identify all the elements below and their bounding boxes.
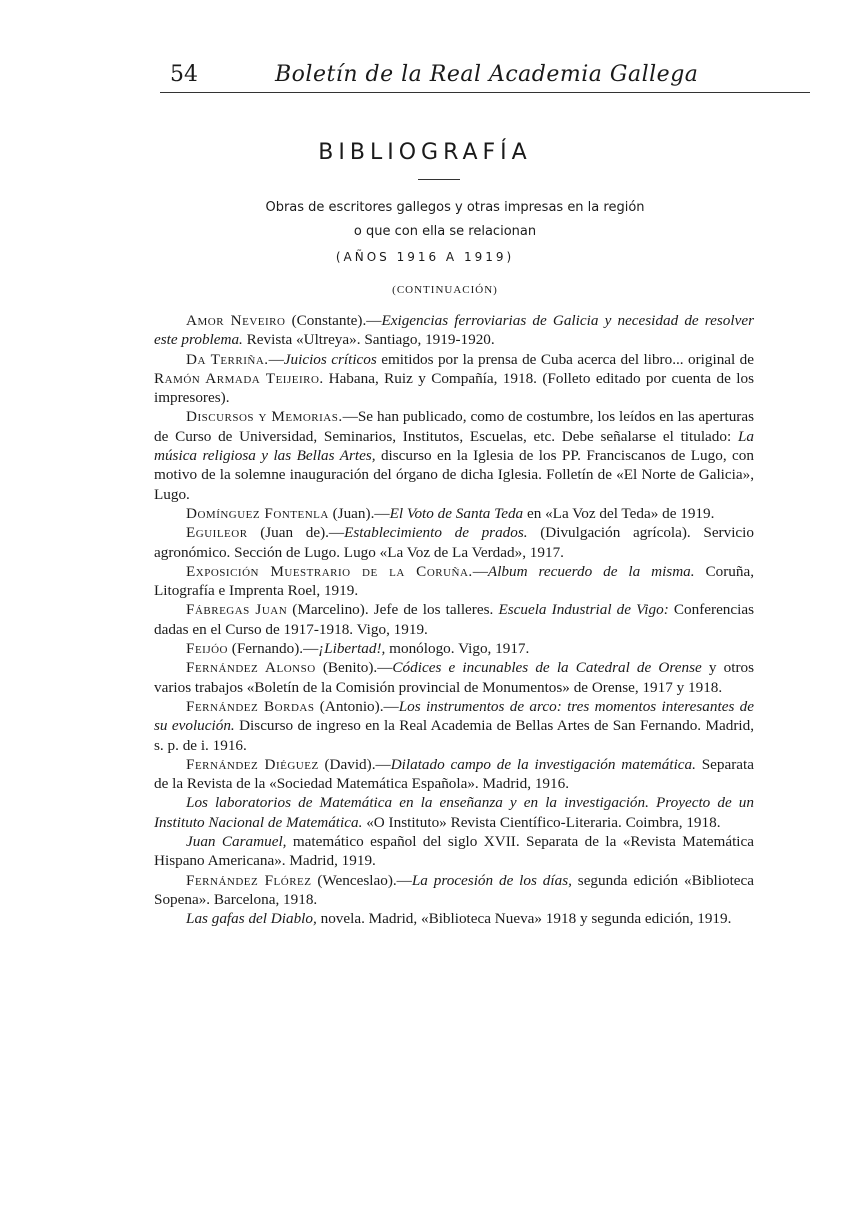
bibliography-entry: Fábregas Juan (Marcelino). Jefe de los talleres. Escuela Industrial de Vigo: Conferencias dadas en el Curso de 1917-1918. Vigo, 1919. bbox=[154, 601, 755, 638]
entry-title: Juan Caramuel, bbox=[186, 833, 287, 851]
title-divider bbox=[418, 179, 460, 180]
bibliography-entry bbox=[154, 793, 754, 832]
entry-details: Separata de la Revista de la «Sociedad Matemática Española». Madrid, 1916. bbox=[154, 755, 755, 793]
entry-title: Las gafas del Diablo, bbox=[186, 910, 317, 928]
section-title: BIBLIOGRAFÍA bbox=[318, 140, 532, 165]
entry-title: Dilatado campo de la investigación matemática. bbox=[390, 755, 696, 773]
entry-title: El Voto de Santa Teda bbox=[389, 504, 524, 522]
bibliography-entry: Domínguez Fontenla (Juan).—El Voto de Santa Teda en «La Voz del Teda» de 1919. bbox=[186, 504, 715, 522]
entry-author: Fernández Alonso bbox=[186, 659, 316, 677]
bibliography-list bbox=[154, 311, 754, 929]
bibliography-entry: Amor Neveiro (Constante).—Exigencias ferroviarias de Galicia y necesidad de resolver este problema. Revista «Ultreya». Santiago, 1919-1920. bbox=[154, 312, 755, 349]
journal-title: Boletín de la Real Academia Gallega bbox=[275, 62, 699, 87]
entry-title: Exigencias ferroviarias de Galicia y necesidad de resolver este problema. bbox=[154, 312, 755, 349]
entry-details: en «La Voz del Teda» de 1919. bbox=[523, 504, 715, 522]
entry-details: Conferencias dadas en el Curso de 1917-1918. Vigo, 1919. bbox=[154, 601, 755, 638]
entry-details: (Divulgación agrícola). Servicio agronómico. Sección de Lugo. Lugo «La Voz de La Verdad», 1917. bbox=[154, 524, 754, 561]
entry-author: Da Terriña. bbox=[186, 350, 269, 368]
section-subtitle-line1: Obras de escritores gallegos y otras impresas en la región bbox=[265, 200, 645, 215]
bibliography-entry: Fernández Diéguez (David).—Dilatado campo de la investigación matemática. Separata de la Revista de la «Sociedad Matemática Española». Madrid, 1916. bbox=[154, 755, 755, 793]
bibliography-entry: Feijóo (Fernando).—¡Libertad!, monólogo. Vigo, 1917. bbox=[186, 640, 530, 658]
entry-details: Discurso de ingreso en la Real Academia de Bellas Artes de San Fernando. Madrid, s. p. de i. 1916. bbox=[154, 717, 754, 754]
bibliography-entry: Fernández Bordas (Antonio).—Los instrumentos de arco: tres momentos interesantes de su evolución. Discurso de ingreso en la Real Academia de Bellas Artes de San Fernando. Madrid, s. p. de i. 1916. bbox=[154, 697, 755, 754]
bibliography-entry: Fernández Flórez (Wenceslao).—La procesión de los días, segunda edición «Biblioteca Sopena». Barcelona, 1918. bbox=[154, 871, 755, 908]
entry-author: Discursos y Memorias. bbox=[186, 408, 343, 426]
entry-details: «O Instituto» Revista Científico-Literaria. Coimbra, 1918. bbox=[362, 813, 721, 831]
entry-title: ¡Libertad!, bbox=[318, 640, 386, 658]
entry-details: Revista «Ultreya». Santiago, 1919-1920. bbox=[242, 331, 495, 349]
entry-details: segunda edición «Biblioteca Sopena». Barcelona, 1918. bbox=[154, 871, 755, 908]
entry-title: Establecimiento de prados. bbox=[344, 524, 528, 542]
section-subtitle-line2: o que con ella se relacionan bbox=[353, 224, 537, 239]
bibliography-entry: Eguileor (Juan de).—Establecimiento de prados. (Divulgación agrícola). Servicio agronómico. Sección de Lugo. Lugo «La Voz de La Verdad», 1917. bbox=[154, 524, 754, 561]
entry-title: Album recuerdo de la misma. bbox=[487, 562, 695, 580]
entry-title: Los laboratorios de Matemática en la enseñanza y en la investigación. Proyecto de un Instituto Nacional de Matemática. bbox=[154, 794, 754, 831]
bibliography-entry bbox=[154, 909, 754, 928]
entry-title: Escuela Industrial de Vigo: bbox=[498, 601, 669, 619]
entry-title: Juicios críticos bbox=[283, 350, 377, 368]
entry-details: matemático español del siglo XVII. Separata de la «Revista Matemática Hispano Americana». Madrid, 1919. bbox=[154, 833, 754, 870]
entry-author: Eguileor bbox=[186, 524, 248, 542]
entry-author: Fernández Bordas bbox=[186, 697, 315, 715]
bibliography-entry: Discursos y Memorias.—Se han publicado, como de costumbre, los leídos en las aperturas de Curso de Universidad, Seminarios, Institutos, Escuelas, etc. Debe señalarse el titulado: La música religiosa y las Bellas Artes, discurso en la Iglesia de los PP. Franciscanos de Lugo, con motivo de la solemne inauguración del órgano de dicha Iglesia. Folletín de «El Norte de Galicia», Lugo. bbox=[154, 408, 754, 503]
entry-details: Coruña, Litografía e Imprenta Roel, 1919. bbox=[154, 562, 754, 600]
bibliography-entry: Exposición Muestrario de la Coruña.—Album recuerdo de la misma. Coruña, Litografía e Imprenta Roel, 1919. bbox=[154, 562, 754, 600]
entry-title: La procesión de los días, bbox=[411, 871, 572, 889]
entry-author: Fábregas Juan bbox=[186, 601, 288, 619]
entry-author: Fernández Flórez bbox=[186, 871, 312, 889]
entry-details: y otros varios trabajos «Boletín de la Comisión provincial de Monumentos» de Orense, 1917 y 1918. bbox=[154, 659, 755, 696]
entry-title: Los instrumentos de arco: tres momentos interesantes de su evolución. bbox=[154, 697, 755, 735]
continuation-label: (CONTINUACIÓN) bbox=[392, 284, 498, 296]
entry-author: Feijóo bbox=[186, 640, 228, 658]
entry-author: Fernández Diéguez bbox=[186, 755, 319, 773]
entry-details: novela. Madrid, «Biblioteca Nueva» 1918 y segunda edición, 1919. bbox=[316, 910, 732, 928]
entry-author: Domínguez Fontenla bbox=[186, 504, 329, 522]
page-number: 54 bbox=[170, 62, 198, 87]
entry-details: monólogo. Vigo, 1917. bbox=[385, 640, 530, 658]
entry-title: La música religiosa y las Bellas Artes, bbox=[154, 427, 754, 465]
entry-author: Exposición Muestrario de la Coruña. bbox=[186, 562, 473, 580]
entry-title: Códices e incunables de la Catedral de Orense bbox=[392, 659, 702, 677]
entry-author: Amor Neveiro bbox=[186, 312, 286, 329]
years-range: (AÑOS 1916 A 1919) bbox=[335, 250, 515, 264]
bibliography-entry: Fernández Alonso (Benito).—Códices e incunables de la Catedral de Orense y otros varios trabajos «Boletín de la Comisión provincial de Monumentos» de Orense, 1917 y 1918. bbox=[154, 659, 755, 696]
running-header bbox=[160, 60, 810, 93]
bibliography-entry: Da Terriña.—Juicios críticos emitidos por la prensa de Cuba acerca del libro... original de Ramón Armada Teijeiro. Habana, Ruiz y Compañía, 1918. (Folleto editado por cuenta de los impresores). bbox=[154, 350, 755, 407]
bibliography-entry bbox=[154, 832, 754, 871]
entry-author-secondary: Ramón Armada Teijeiro bbox=[154, 369, 320, 387]
